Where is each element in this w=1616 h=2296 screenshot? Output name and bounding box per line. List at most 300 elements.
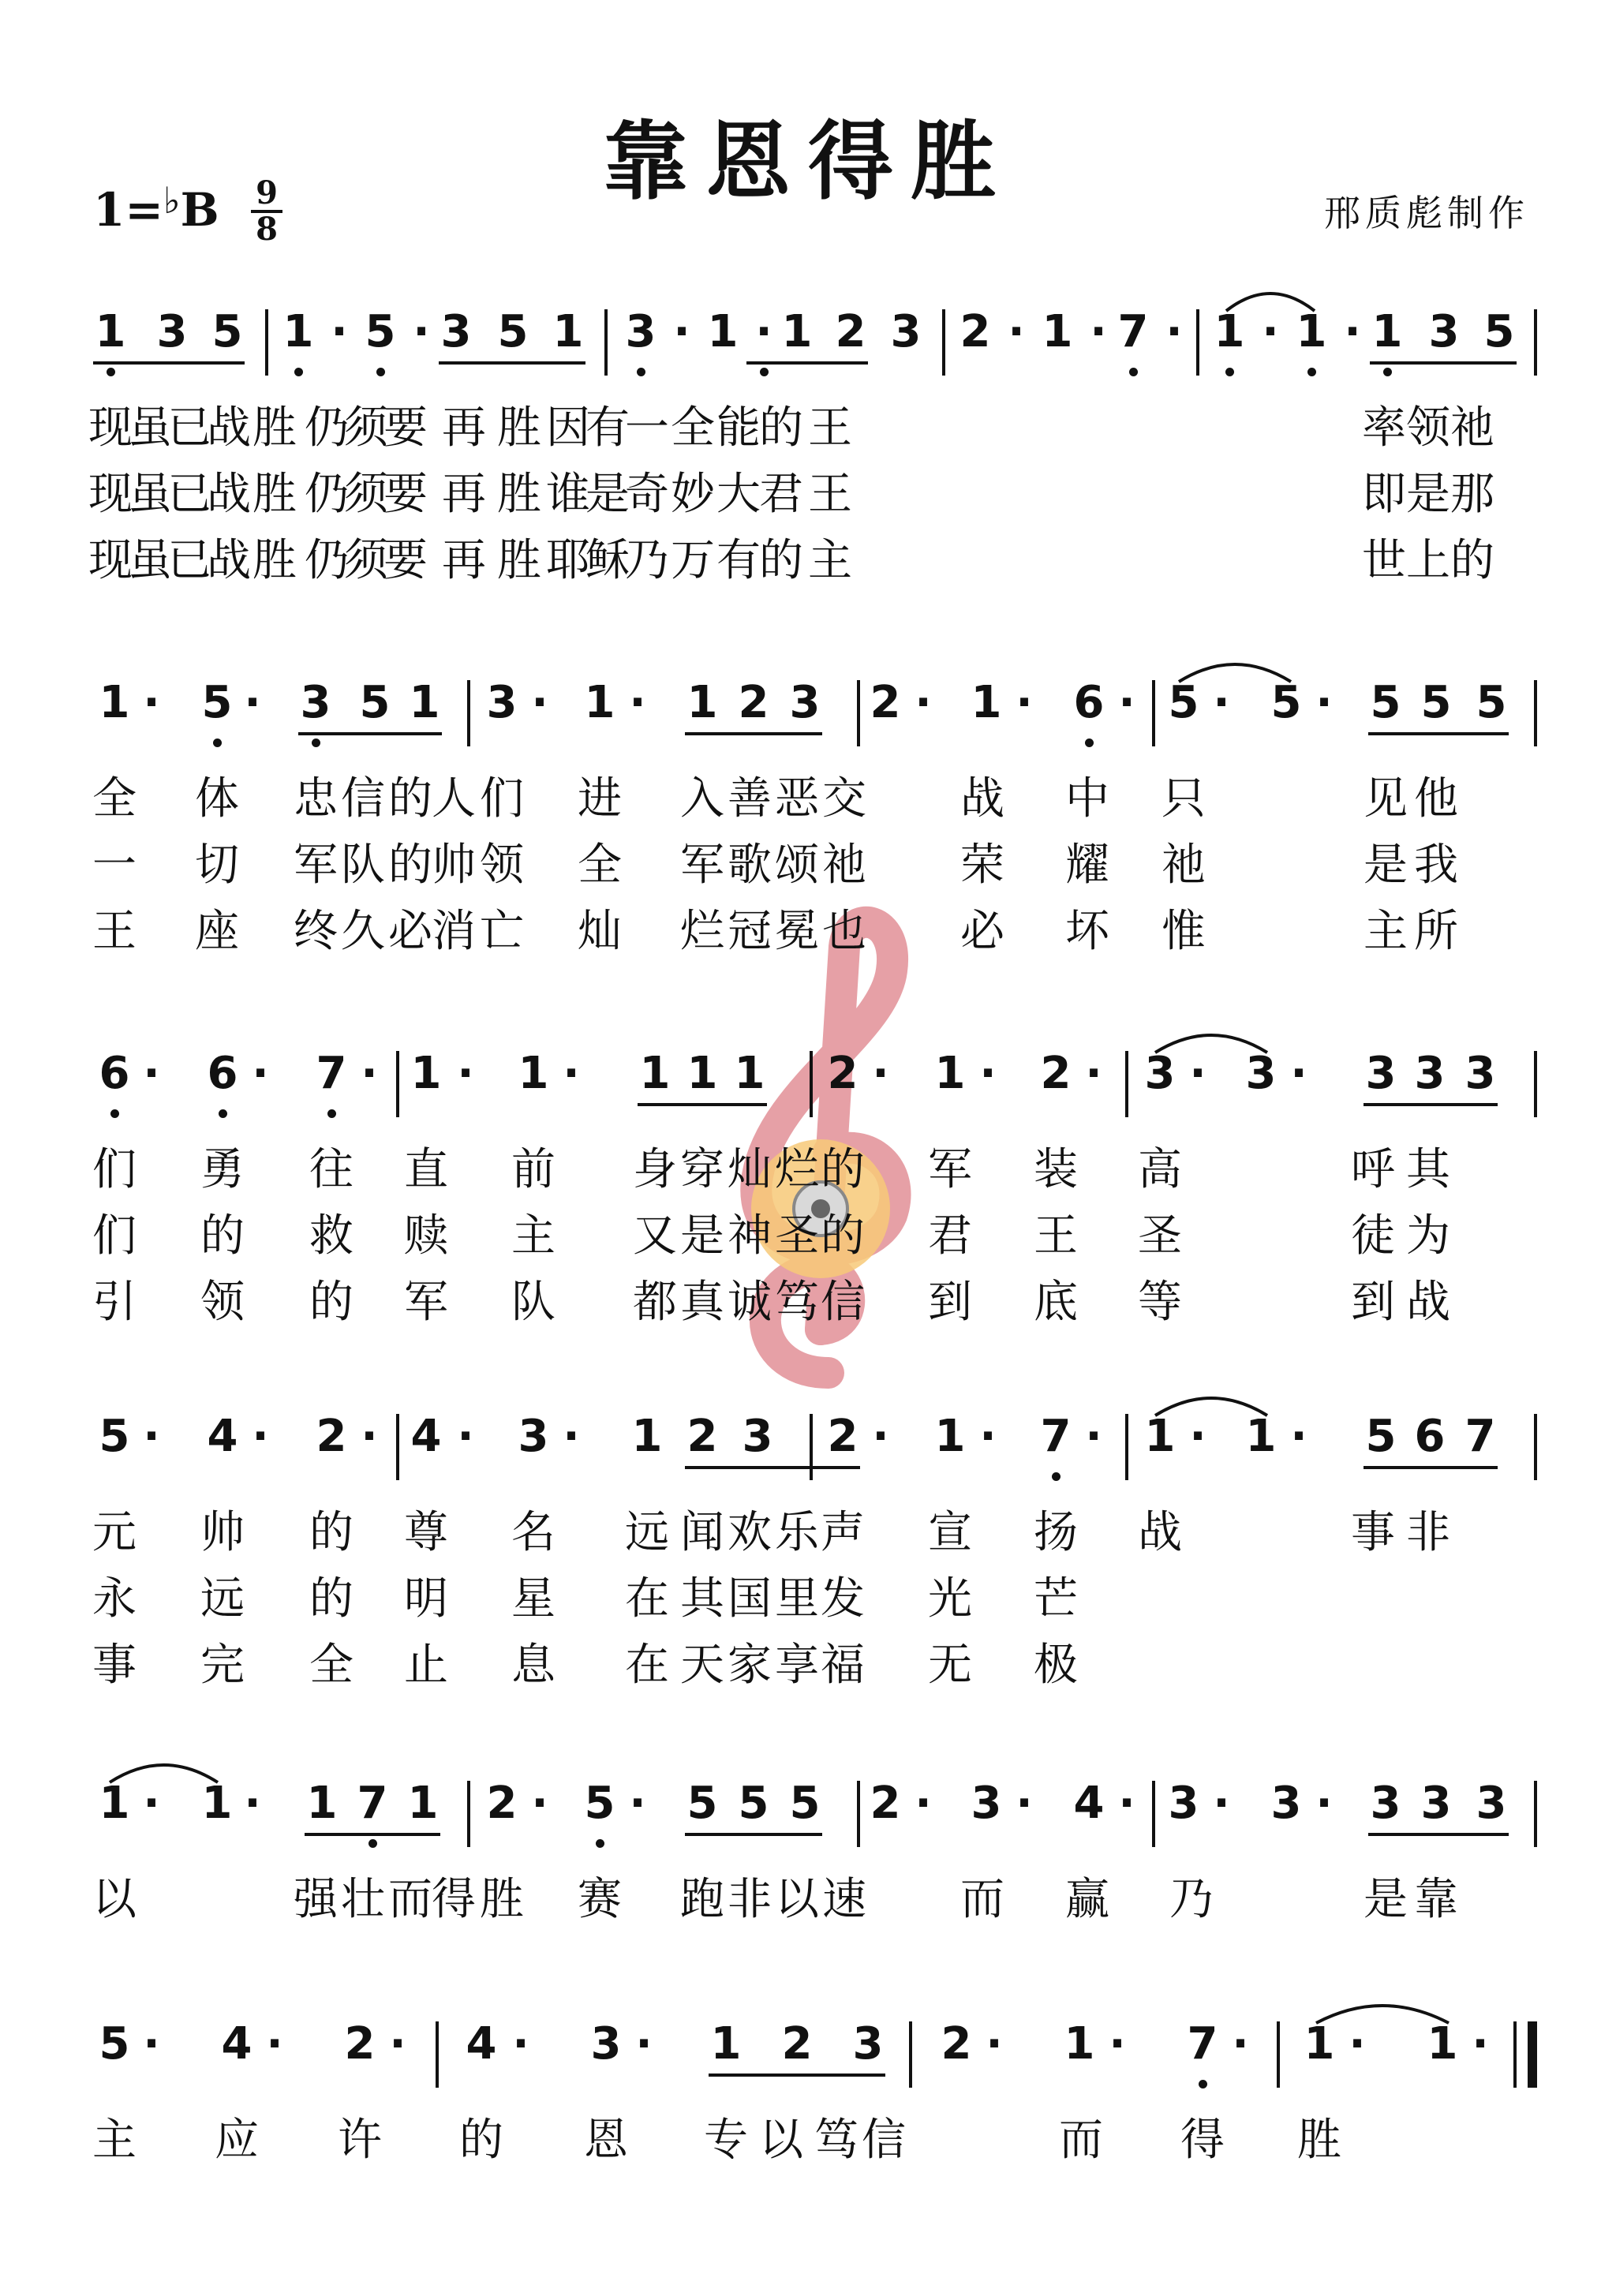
lyric-char: 一 [625, 402, 669, 454]
lyric-char: 的 [821, 1144, 865, 1195]
note: 2 [941, 2018, 972, 2070]
lyric-char: 信 [821, 1277, 865, 1328]
note: 5 [497, 306, 529, 357]
lyric-char: 仍 [305, 535, 349, 586]
dot-marker: · [252, 1048, 269, 1099]
meter-bottom: 8 [256, 211, 278, 248]
octave-low-dot [368, 1839, 377, 1848]
bar-line [942, 309, 945, 376]
lyric-char: 队 [341, 839, 385, 891]
dot-marker: · [635, 2018, 653, 2070]
bar-line [1125, 1051, 1128, 1117]
beam-underline [298, 732, 442, 735]
note: 1 [410, 1048, 442, 1099]
system-1 [0, 284, 1616, 584]
lyric-char: 灿 [728, 1144, 772, 1195]
lyric-char: 消 [432, 906, 476, 957]
lyric-char: 圣 [1138, 1210, 1182, 1262]
note: 1 [306, 1778, 338, 1829]
tie-arc [1152, 1024, 1270, 1056]
dot-marker: · [1262, 306, 1279, 357]
lyric-char: 明 [404, 1573, 448, 1625]
note: 1 [1304, 2018, 1335, 2070]
lyric-char: 前 [511, 1144, 556, 1195]
lyric-char: 帅 [200, 1507, 245, 1558]
note: 3 [156, 306, 188, 357]
lyric-char: 王 [92, 906, 137, 957]
note: 1 [734, 1048, 765, 1099]
lyric-char: 谁 [546, 469, 590, 520]
lyric-char: 诚 [728, 1277, 772, 1328]
system-6 [0, 1996, 1616, 2296]
dot-marker: · [1016, 1778, 1033, 1829]
lyric-char: 队 [511, 1277, 556, 1328]
lyric-char: 跑 [680, 1874, 724, 1925]
note: 3 [1365, 1048, 1397, 1099]
lyric-char: 虽 [128, 535, 172, 586]
lyric-char: 君 [759, 469, 803, 520]
note: 5 [1370, 677, 1401, 728]
lyric-char: 无 [928, 1640, 972, 1691]
note: 5 [365, 306, 396, 357]
lyric-char: 胜 [497, 469, 541, 520]
lyric-char: 也 [822, 906, 866, 957]
dot-marker: · [629, 677, 646, 728]
note: 1 [1064, 2018, 1095, 2070]
note: 1 [686, 677, 718, 728]
lyric-char: 的 [388, 839, 432, 891]
lyric-char: 善 [728, 773, 772, 825]
meter-top: 9 [256, 174, 278, 211]
lyric-char: 已 [167, 535, 211, 586]
system-3 [0, 1026, 1616, 1326]
lyric-char: 事 [1351, 1507, 1395, 1558]
lyric-char: 耶 [546, 535, 590, 586]
lyric-char: 领 [1406, 402, 1450, 454]
lyric-char: 胜 [497, 402, 541, 454]
lyric-char: 而 [388, 1874, 432, 1925]
lyric-char: 现 [88, 469, 133, 520]
note: 3 [1420, 1778, 1452, 1829]
note: 5 [738, 1778, 769, 1829]
lyric-char: 呼 [1351, 1144, 1395, 1195]
tie-arc [107, 1754, 221, 1786]
lyric-char: 歌 [728, 839, 772, 891]
dot-marker: · [563, 1411, 580, 1462]
key-note: B [180, 183, 219, 237]
note: 2 [960, 306, 991, 357]
lyric-char: 领 [480, 839, 524, 891]
dot-marker: · [1315, 1778, 1333, 1829]
note: 1 [1214, 306, 1245, 357]
bar-line [857, 680, 860, 746]
octave-low-dot [1052, 1472, 1060, 1481]
lyric-char: 到 [928, 1277, 972, 1328]
dot-marker: · [872, 1048, 889, 1099]
lyric-char: 装 [1034, 1144, 1078, 1195]
lyric-char: 里 [775, 1573, 819, 1625]
bar-line [1534, 1781, 1537, 1847]
note: 3 [1414, 1048, 1446, 1099]
dot-marker: · [673, 306, 690, 357]
lyric-char: 必 [960, 906, 1004, 957]
lyric-char: 国 [728, 1573, 772, 1625]
lyric-char: 许 [338, 2115, 382, 2166]
dot-marker: · [1232, 2018, 1249, 2070]
octave-low-dot [1129, 368, 1138, 376]
lyric-char: 靠 [1414, 1874, 1458, 1925]
lyric-char: 须 [344, 402, 388, 454]
lyric-char: 全 [92, 773, 137, 825]
note: 7 [1187, 2018, 1218, 2070]
bar-line [604, 309, 608, 376]
lyric-char: 笃 [814, 2115, 858, 2166]
lyric-char: 身 [633, 1144, 677, 1195]
system-4 [0, 1389, 1616, 1691]
author: 邢质彪制作 [1324, 192, 1529, 234]
lyric-char: 光 [928, 1573, 972, 1625]
lyric-char: 现 [88, 535, 133, 586]
note: 3 [742, 1411, 773, 1462]
note: 3 [1168, 1778, 1199, 1829]
dot-marker: · [1085, 1048, 1102, 1099]
lyric-char: 全 [671, 402, 715, 454]
lyric-char: 信 [341, 773, 385, 825]
dot-marker: · [1349, 2018, 1366, 2070]
lyric-char: 息 [511, 1640, 556, 1691]
note: 3 [890, 306, 922, 357]
lyric-char: 灿 [578, 906, 622, 957]
lyric-char: 的 [759, 535, 803, 586]
octave-low-dot [312, 739, 320, 747]
lyric-char: 见 [1364, 773, 1408, 825]
bar-line [396, 1414, 399, 1480]
bar-line [467, 1781, 470, 1847]
dot-marker: · [563, 1048, 580, 1099]
note: 3 [971, 1778, 1002, 1829]
note: 5 [584, 1778, 615, 1829]
note: 3 [1476, 1778, 1507, 1829]
lyric-char: 笃 [775, 1277, 819, 1328]
dot-marker: · [457, 1048, 474, 1099]
lyric-char: 要 [383, 469, 428, 520]
lyric-char: 我 [1414, 839, 1458, 891]
lyric-char: 是 [585, 469, 630, 520]
lyric-char: 星 [511, 1573, 556, 1625]
lyric-char: 战 [207, 535, 251, 586]
lyric-char: 救 [309, 1210, 354, 1262]
note: 1 [518, 1048, 549, 1099]
note: 1 [552, 306, 584, 357]
bar-line [436, 2021, 439, 2088]
lyric-char: 名 [511, 1507, 556, 1558]
note: 5 [211, 306, 243, 357]
lyric-char: 胜 [252, 469, 297, 520]
dot-marker: · [361, 1048, 378, 1099]
lyric-char: 发 [821, 1573, 865, 1625]
lyric-char: 战 [207, 469, 251, 520]
lyric-char: 王 [808, 469, 852, 520]
lyric-char: 忠 [294, 773, 338, 825]
octave-low-dot [110, 1109, 119, 1118]
note: 2 [1040, 1048, 1072, 1099]
note: 3 [789, 677, 821, 728]
note: 2 [827, 1048, 858, 1099]
lyric-char: 又 [633, 1210, 677, 1262]
lyric-char: 福 [821, 1640, 865, 1691]
tie-arc [1313, 1995, 1452, 2026]
lyric-char: 已 [167, 402, 211, 454]
lyric-char: 大 [716, 469, 761, 520]
note: 7 [1464, 1411, 1496, 1462]
note: 2 [870, 677, 901, 728]
lyric-char: 强 [294, 1874, 338, 1925]
beam-underline [1368, 732, 1509, 735]
dot-marker: · [872, 1411, 889, 1462]
octave-low-dot [107, 368, 115, 376]
lyric-char: 为 [1406, 1210, 1450, 1262]
lyric-char: 徒 [1351, 1210, 1395, 1262]
lyric-char: 烂 [775, 1144, 819, 1195]
lyric-char: 耀 [1065, 839, 1109, 891]
bar-line [467, 680, 470, 746]
lyric-char: 祂 [1450, 402, 1494, 454]
beam-underline [305, 1833, 440, 1836]
tie-arc [1223, 282, 1318, 314]
lyric-char: 君 [928, 1210, 972, 1262]
lyric-char: 中 [1065, 773, 1109, 825]
lyric-char: 高 [1138, 1144, 1182, 1195]
note: 7 [1117, 306, 1149, 357]
note: 1 [934, 1411, 966, 1462]
lyric-char: 祂 [822, 839, 866, 891]
bar-line [1196, 309, 1199, 376]
lyric-char: 的 [821, 1210, 865, 1262]
note: 3 [518, 1411, 549, 1462]
lyric-char: 主 [511, 1210, 556, 1262]
lyric-char: 荣 [960, 839, 1004, 891]
note: 4 [221, 2018, 252, 2070]
lyric-char: 圣 [775, 1210, 819, 1262]
lyric-char: 帅 [432, 839, 476, 891]
lyric-char: 事 [92, 1640, 137, 1691]
dot-marker: · [1472, 2018, 1489, 2070]
lyric-char: 胜 [252, 402, 297, 454]
note: 1 [686, 1048, 718, 1099]
lyric-char: 王 [808, 402, 852, 454]
dot-marker: · [143, 2018, 160, 2070]
note: 1 [1042, 306, 1073, 357]
lyric-char: 惟 [1162, 906, 1206, 957]
lyric-char: 要 [383, 535, 428, 586]
dot-marker: · [143, 1411, 160, 1462]
lyric-char: 真 [680, 1277, 724, 1328]
note: 1 [707, 306, 739, 357]
bar-line [1125, 1414, 1128, 1480]
note: 3 [1428, 306, 1460, 357]
lyric-char: 进 [578, 773, 622, 825]
dot-marker: · [979, 1411, 997, 1462]
dot-marker: · [915, 677, 932, 728]
dot-marker: · [1165, 306, 1183, 357]
lyric-char: 在 [625, 1640, 669, 1691]
note: 3 [1370, 1778, 1401, 1829]
octave-low-dot [760, 368, 769, 376]
octave-low-dot [376, 368, 385, 376]
system-2 [0, 655, 1616, 955]
dot-marker: · [915, 1778, 932, 1829]
dot-marker: · [143, 1778, 160, 1829]
lyric-char: 一 [92, 839, 137, 891]
dot-marker: · [244, 1778, 261, 1829]
lyric-char: 而 [960, 1874, 1004, 1925]
lyric-char: 必 [388, 906, 432, 957]
note: 1 [781, 306, 813, 357]
note: 2 [344, 2018, 376, 2070]
note: 1 [1427, 2018, 1458, 2070]
lyric-char: 止 [404, 1640, 448, 1691]
dot-marker: · [1118, 677, 1135, 728]
lyric-char: 赎 [404, 1210, 448, 1262]
octave-low-dot [1085, 739, 1094, 747]
dot-marker: · [531, 677, 548, 728]
note: 5 [789, 1778, 821, 1829]
note: 3 [440, 306, 472, 357]
dot-marker: · [1344, 306, 1361, 357]
lyric-char: 壮 [341, 1874, 385, 1925]
note: 7 [1040, 1411, 1072, 1462]
lyric-char: 冕 [775, 906, 819, 957]
lyric-char: 是 [1406, 469, 1450, 520]
lyric-char: 往 [309, 1144, 354, 1195]
note: 2 [870, 1778, 901, 1829]
lyric-char: 因 [546, 402, 590, 454]
lyric-char: 仍 [305, 469, 349, 520]
note: 5 [686, 1778, 718, 1829]
note: 1 [95, 306, 126, 357]
lyric-char: 切 [195, 839, 239, 891]
note: 5 [359, 677, 391, 728]
bar-line [1534, 1414, 1537, 1480]
note: 1 [201, 1778, 233, 1829]
bar-line [1534, 1051, 1537, 1117]
lyric-char: 的 [309, 1573, 354, 1625]
lyric-char: 颂 [775, 839, 819, 891]
note: 5 [1365, 1411, 1397, 1462]
octave-low-dot [1307, 368, 1316, 376]
lyric-char: 在 [625, 1573, 669, 1625]
dot-marker: · [1008, 306, 1025, 357]
lyric-char: 虽 [128, 402, 172, 454]
dot-marker: · [1016, 677, 1033, 728]
note: 5 [1476, 677, 1507, 728]
octave-low-dot [219, 1109, 227, 1118]
dot-marker: · [512, 2018, 529, 2070]
lyric-char: 应 [215, 2115, 259, 2166]
lyric-char: 的 [388, 773, 432, 825]
dot-marker: · [244, 677, 261, 728]
lyric-char: 久 [341, 906, 385, 957]
note: 5 [1420, 677, 1452, 728]
note: 5 [1168, 677, 1199, 728]
time-signature [251, 174, 282, 248]
note: 1 [282, 306, 314, 357]
beam-underline [439, 361, 585, 365]
note: 2 [686, 1411, 718, 1462]
lyric-char: 恩 [584, 2115, 628, 2166]
lyric-char: 得 [432, 1874, 476, 1925]
tie-arc [1152, 1387, 1270, 1419]
lyric-char: 胜 [252, 535, 297, 586]
lyric-char: 全 [309, 1640, 354, 1691]
bar-line [857, 1781, 860, 1847]
beam-underline [638, 1103, 767, 1106]
octave-low-dot [1225, 368, 1234, 376]
lyric-char: 等 [1138, 1277, 1182, 1328]
beam-underline [1368, 1833, 1509, 1836]
lyric-char: 有 [585, 402, 630, 454]
lyric-char: 天 [680, 1640, 724, 1691]
lyric-char: 享 [775, 1640, 819, 1691]
dot-marker: · [361, 1411, 378, 1462]
lyric-char: 稣 [585, 535, 630, 586]
lyric-char: 的 [309, 1507, 354, 1558]
note: 3 [1245, 1048, 1277, 1099]
lyric-char: 所 [1414, 906, 1458, 957]
note: 4 [410, 1411, 442, 1462]
octave-low-dot [596, 1839, 604, 1848]
lyric-char: 胜 [1297, 2115, 1341, 2166]
note: 6 [1414, 1411, 1446, 1462]
beam-underline [685, 1466, 860, 1469]
lyric-char: 主 [1364, 906, 1408, 957]
lyric-char: 已 [167, 469, 211, 520]
lyric-char: 领 [200, 1277, 245, 1328]
dot-marker: · [1315, 677, 1333, 728]
note: 2 [316, 1411, 347, 1462]
octave-low-dot [637, 368, 645, 376]
lyric-char: 须 [344, 469, 388, 520]
beam-underline [1370, 361, 1517, 365]
lyric-char: 引 [92, 1277, 137, 1328]
note: 2 [486, 1778, 518, 1829]
lyric-char: 远 [200, 1573, 245, 1625]
lyric-char: 闻 [680, 1507, 724, 1558]
lyric-char: 而 [1059, 2115, 1103, 2166]
lyric-char: 再 [442, 535, 486, 586]
lyric-char: 烂 [680, 906, 724, 957]
beam-underline [685, 1833, 822, 1836]
note: 6 [207, 1048, 238, 1099]
lyric-char: 王 [1034, 1210, 1078, 1262]
lyric-char: 欢 [728, 1507, 772, 1558]
lyric-char: 赛 [578, 1874, 622, 1925]
note: 3 [486, 677, 518, 728]
dot-marker: · [143, 1048, 160, 1099]
note: 3 [590, 2018, 622, 2070]
lyric-char: 交 [822, 773, 866, 825]
lyric-char: 勇 [200, 1144, 245, 1195]
lyric-char: 们 [92, 1210, 137, 1262]
dot-marker: · [1213, 1778, 1230, 1829]
lyric-char: 以 [92, 1874, 137, 1925]
lyric-char: 非 [1406, 1507, 1450, 1558]
lyric-char: 信 [862, 2115, 906, 2166]
note: 1 [1144, 1411, 1176, 1462]
bar-line [1152, 680, 1155, 746]
lyric-char: 直 [404, 1144, 448, 1195]
dot-marker: · [1189, 1048, 1206, 1099]
